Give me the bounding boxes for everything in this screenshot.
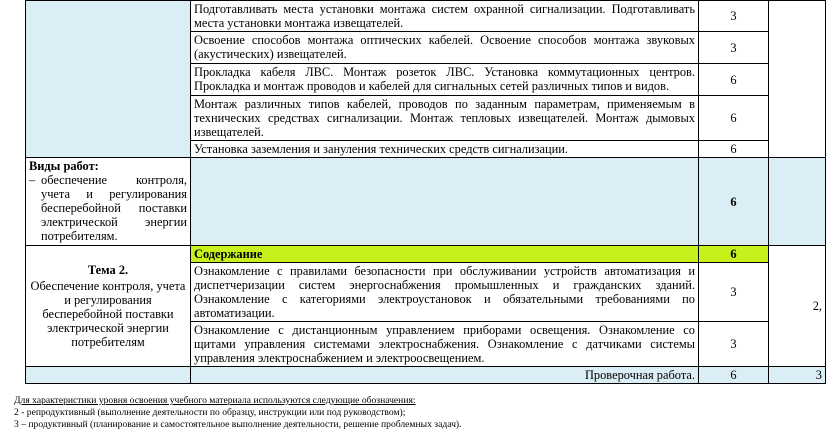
test-level: 3 [769,367,826,384]
work-types-text: электрической энергии [41,215,187,229]
work-types-row [26,158,826,246]
row-hours: 6 [699,141,769,158]
row-text: Установка заземления и зануления технических средств сигнализации. [191,141,699,158]
row-text: Монтаж различных типов кабелей, проводов по заданным параметрам, применяемым в технических средствах сигнализации. Монтаж тепловых извещателей. Монтаж дымовых извещателей. [191,96,699,141]
row-hours: 6 [699,64,769,96]
row-hours: 3 [699,263,769,322]
work-types-empty-cell [191,158,699,246]
row-hours: 3 [699,1,769,32]
work-types-line [29,229,187,243]
topic-name: Обеспечение контроля, учета и регулирования бесперебойной поставки электрической энергии потребителям [30,279,186,349]
content-header-row [26,246,826,263]
topic-level: 2, [769,246,826,367]
curriculum-table [25,0,826,384]
legend-notes [14,395,462,431]
dash-mark: – [29,173,36,187]
content-hours: 6 [699,246,769,263]
test-row [26,367,826,384]
row-hours: 6 [699,96,769,141]
level-empty-cell [769,1,826,158]
notes-line: 3 – продуктивный (планирование и самостоятельное выполнение деятельности, решение проблемных задач). [14,419,462,430]
work-types-level-cell [769,158,826,246]
left-empty-cell [26,1,191,158]
row-text: Освоение способов монтажа оптических кабелей. Освоение способов монтажа звуковых (акустических) извещателей. [191,32,699,64]
work-types-line [29,187,187,201]
work-types-text: учета и регулирования [41,187,187,201]
work-types-text: потребителям. [41,229,118,243]
work-types-text: обеспечение контроля, [41,173,187,187]
row-hours: 3 [699,322,769,367]
row-text: Подготавливать места установки монтажа систем охранной сигнализации. Подготавливать места установки монтажа извещателей. [191,1,699,32]
work-types-hours: 6 [699,158,769,246]
work-types-line [29,173,187,187]
table-row [26,1,826,32]
work-types-title: Виды работ: [29,159,99,173]
notes-heading: Для характеристики уровня освоения учебного материала используются следующие обозначения: [14,395,416,406]
test-label: Проверочная работа. [191,367,699,384]
work-types-cell [26,158,191,246]
topic-cell [26,246,191,367]
row-text: Ознакомление с правилами безопасности при обслуживании устройств автоматизация и диспетчеризации систем энергоснабжения промышленных и гражданских зданий. Ознакомление с категориями электроустановок и обязательными требованиями по автоматизации. [191,263,699,322]
work-types-line [29,215,187,229]
work-types-line [29,201,187,215]
test-hours: 6 [699,367,769,384]
content-label: Содержание [191,246,699,263]
row-text: Ознакомление с дистанционным управлением приборами освещения. Ознакомление со щитами управления системами электроснабжения. Ознакомление с датчиками системы управления электроснабжением и электроосвещением. [191,322,699,367]
notes-line: 2 - репродуктивный (выполнение деятельности по образцу, инструкции или под руководством); [14,407,406,418]
test-empty-cell [26,367,191,384]
work-types-text: бесперебойной поставки [41,201,187,215]
row-hours: 3 [699,32,769,64]
topic-title: Тема 2. [87,263,129,277]
row-text: Прокладка кабеля ЛВС. Монтаж розеток ЛВС. Установка коммутационных центров. Прокладка и монтаж проводов и кабелей для сигнальных сетей различных типов и видов. [191,64,699,96]
